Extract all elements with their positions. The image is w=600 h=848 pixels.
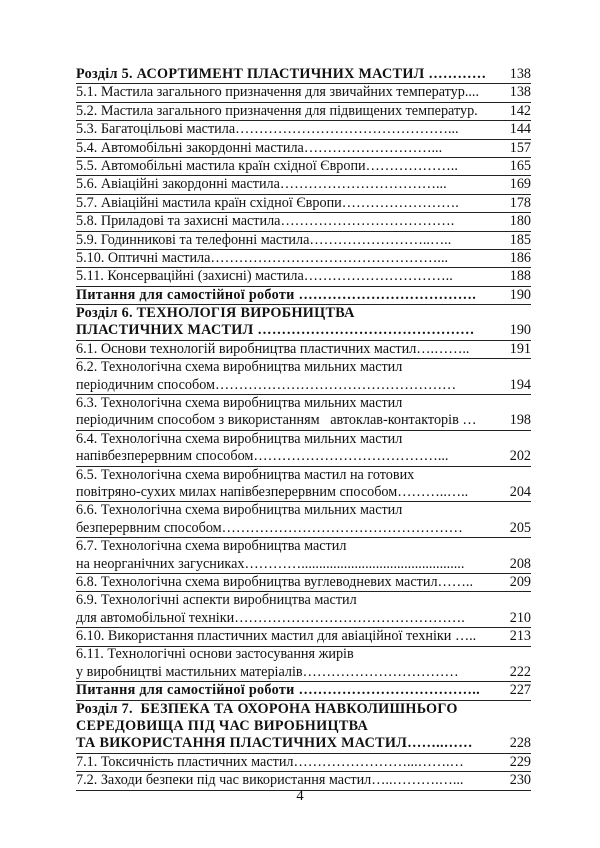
toc-line <box>76 754 531 771</box>
toc-line <box>76 467 531 484</box>
toc-entry-page: 194 <box>509 376 531 393</box>
toc-entry[interactable] <box>76 701 531 754</box>
toc-entry-title: ТА ВИКОРИСТАННЯ ПЛАСТИЧНИХ МАСТИЛ……..…… <box>76 735 473 752</box>
toc-entry[interactable] <box>76 176 531 194</box>
toc-entry-title: 6.4. Технологічна схема виробництва мильних мастил <box>76 430 403 447</box>
toc-entry-title: періодичним способом…………………………………………… <box>76 376 457 393</box>
toc-entry-page: 228 <box>509 735 531 752</box>
toc-line <box>76 592 531 609</box>
toc-entry-title: Розділ 6. ТЕХНОЛОГІЯ ВИРОБНИЦТВА <box>76 305 355 322</box>
toc-entry-title: 5.9. Годинникові та телефонні мастила……………………..….. <box>76 231 452 248</box>
toc-entry-title: 5.5. Автомобільні мастила країн східної Європи……………….. <box>76 157 458 174</box>
toc-entry[interactable] <box>76 66 531 84</box>
toc-entry-page: 191 <box>509 340 531 357</box>
toc-entry-title: періодичним способом з використанням автоклав-контакторів … <box>76 412 477 429</box>
toc-line <box>76 431 531 448</box>
toc-entry[interactable] <box>76 395 531 431</box>
toc-line <box>76 574 531 591</box>
toc-line <box>76 556 531 573</box>
toc-entry[interactable] <box>76 592 531 628</box>
toc-entry[interactable] <box>76 305 531 341</box>
toc-entry-title: 6.9. Технологічні аспекти виробництва мастил <box>76 592 357 609</box>
toc-line <box>76 735 531 752</box>
toc-entry[interactable] <box>76 502 531 538</box>
toc-line <box>76 538 531 555</box>
toc-entry[interactable] <box>76 158 531 176</box>
toc-entry-title: Розділ 7. БЕЗПЕКА ТА ОХОРОНА НАВКОЛИШНЬОГО <box>76 700 458 717</box>
toc-line <box>76 484 531 501</box>
toc-entry-page: 186 <box>509 249 531 266</box>
toc-entry[interactable] <box>76 268 531 286</box>
toc-line <box>76 647 531 664</box>
toc-entry-page: 202 <box>509 448 531 465</box>
toc-line <box>76 322 531 339</box>
toc-line <box>76 121 531 138</box>
toc-entry[interactable] <box>76 195 531 213</box>
toc-line <box>76 341 531 358</box>
toc-entry[interactable] <box>76 341 531 359</box>
toc-entry-page: 169 <box>509 176 531 193</box>
toc-entry-title: 5.10. Оптичні мастила…………………………………………... <box>76 249 449 266</box>
toc-entry-title: повітряно-сухих милах напівбезперервним способом………..….. <box>76 483 469 500</box>
toc-entry-page: 208 <box>509 555 531 572</box>
toc-line <box>76 502 531 519</box>
toc-entry-page: 138 <box>509 65 531 82</box>
toc-line <box>76 718 531 735</box>
toc-entry[interactable] <box>76 574 531 592</box>
toc-entry-title: 6.2. Технологічна схема виробництва мильних мастил <box>76 359 403 376</box>
toc-entry-title: 6.3. Технологічна схема виробництва мильних мастил <box>76 395 403 412</box>
toc-entry-page: 144 <box>509 121 531 138</box>
toc-line <box>76 395 531 412</box>
toc-entry-title: СЕРЕДОВИЩА ПІД ЧАС ВИРОБНИЦТВА <box>76 718 368 735</box>
toc-entry[interactable] <box>76 84 531 102</box>
toc-entry[interactable] <box>76 647 531 683</box>
toc-entry-page: 198 <box>509 412 531 429</box>
toc-entry-title: 6.6. Технологічна схема виробництва мильних мастил <box>76 502 403 519</box>
toc-entry-title: 5.8. Приладові та захисні мастила………………………………. <box>76 213 455 230</box>
toc-entry-page: 213 <box>509 628 531 645</box>
table-of-contents <box>76 66 531 791</box>
toc-entry-page: 205 <box>509 519 531 536</box>
toc-line <box>76 66 531 83</box>
toc-entry-page: 142 <box>509 102 531 119</box>
toc-entry-title: 6.10. Використання пластичних мастил для авіаційної техніки ….. <box>76 628 477 645</box>
toc-entry[interactable] <box>76 359 531 395</box>
toc-line <box>76 103 531 120</box>
toc-entry[interactable] <box>76 467 531 503</box>
toc-entry-page: 209 <box>509 573 531 590</box>
toc-entry-page: 157 <box>509 139 531 156</box>
toc-line <box>76 305 531 322</box>
toc-entry-title: 7.1. Токсичність пластичних мастил……………………...…….… <box>76 753 464 770</box>
toc-entry-title: 5.2. Мастила загального призначення для підвищених температур. <box>76 102 478 119</box>
toc-entry-page: 185 <box>509 231 531 248</box>
toc-entry-page: 210 <box>509 609 531 626</box>
toc-entry[interactable] <box>76 103 531 121</box>
toc-line <box>76 412 531 429</box>
toc-line <box>76 359 531 376</box>
toc-line <box>76 610 531 627</box>
toc-entry-page: 230 <box>509 772 531 789</box>
toc-entry[interactable] <box>76 213 531 231</box>
toc-line <box>76 158 531 175</box>
toc-entry-page: 190 <box>509 322 531 339</box>
toc-entry-page: 138 <box>509 84 531 101</box>
toc-entry-title: 6.5. Технологічна схема виробництва мастил на готових <box>76 466 415 483</box>
toc-line <box>76 520 531 537</box>
toc-entry-title: 6.7. Технологічна схема виробництва мастил <box>76 538 347 555</box>
toc-entry[interactable] <box>76 754 531 772</box>
toc-line <box>76 377 531 394</box>
toc-entry[interactable] <box>76 431 531 467</box>
toc-entry-page: 229 <box>509 753 531 770</box>
toc-line <box>76 176 531 193</box>
toc-entry-title: для автомобільної техніки…………………………………………. <box>76 609 465 626</box>
toc-entry-page: 165 <box>509 157 531 174</box>
toc-line <box>76 195 531 212</box>
toc-entry-title: 5.3. Багатоцільові мастила………………………………………... <box>76 121 459 138</box>
toc-line <box>76 268 531 285</box>
toc-line <box>76 250 531 267</box>
toc-entry-title: 5.6. Авіаційні закордонні мастила……………………………... <box>76 176 447 193</box>
toc-entry-title: 5.4. Автомобільні закордонні мастила………………………... <box>76 139 443 156</box>
toc-line <box>76 701 531 718</box>
toc-line <box>76 682 531 699</box>
toc-line <box>76 213 531 230</box>
toc-line <box>76 140 531 157</box>
toc-entry-title: напівбезперервним способом…………………………………... <box>76 448 449 465</box>
toc-line <box>76 664 531 681</box>
toc-entry-title: на неорганічних загусниках………….............................................. <box>76 555 465 572</box>
toc-entry-page: 204 <box>509 483 531 500</box>
page-number: 4 <box>296 788 304 804</box>
toc-entry[interactable] <box>76 140 531 158</box>
toc-entry[interactable] <box>76 232 531 250</box>
toc-entry-title: у виробництві мастильних матеріалів…………………………… <box>76 663 459 680</box>
toc-entry-page: 190 <box>509 286 531 303</box>
toc-entry-title: 6.11. Технологічні основи застосування жирів <box>76 646 354 663</box>
toc-entry-page: 178 <box>509 194 531 211</box>
toc-line <box>76 287 531 304</box>
toc-entry-title: Питання для самостійної роботи ……………………………….. <box>76 682 480 699</box>
toc-entry[interactable] <box>76 287 531 305</box>
toc-entry[interactable] <box>76 250 531 268</box>
toc-entry-title: 5.7. Авіаційні мастила країн східної Європи……………………. <box>76 194 459 211</box>
toc-entry-page: 222 <box>509 663 531 680</box>
toc-entry-title: безперервним способом…………………………………………… <box>76 519 463 536</box>
toc-entry-title: 6.1. Основи технологій виробництва пластичних мастил….…….. <box>76 340 470 357</box>
toc-entry-title: 6.8. Технологічна схема виробництва вуглеводневих мастил…….. <box>76 573 473 590</box>
toc-line <box>76 232 531 249</box>
toc-entry[interactable] <box>76 121 531 139</box>
toc-entry-title: Питання для самостійної роботи ………………………………. <box>76 286 477 303</box>
toc-entry-page: 188 <box>509 268 531 285</box>
toc-entry[interactable] <box>76 538 531 574</box>
toc-entry-title: 5.11. Консерваційні (захисні) мастила………………………….. <box>76 268 453 285</box>
toc-entry-title: 5.1. Мастила загального призначення для звичайних температур.... <box>76 84 480 101</box>
toc-entry-title: 7.2. Заходи безпеки під час використання мастил…..……….…... <box>76 772 464 789</box>
toc-entry-page: 227 <box>509 682 531 699</box>
toc-line <box>76 84 531 101</box>
toc-entry-title: ПЛАСТИЧНИХ МАСТИЛ ……………………………………… <box>76 322 475 339</box>
toc-line <box>76 628 531 645</box>
toc-entry[interactable] <box>76 682 531 700</box>
toc-line <box>76 448 531 465</box>
toc-entry-page: 180 <box>509 213 531 230</box>
toc-entry-title: Розділ 5. АСОРТИМЕНТ ПЛАСТИЧНИХ МАСТИЛ ………… <box>76 65 487 82</box>
toc-entry[interactable] <box>76 628 531 646</box>
